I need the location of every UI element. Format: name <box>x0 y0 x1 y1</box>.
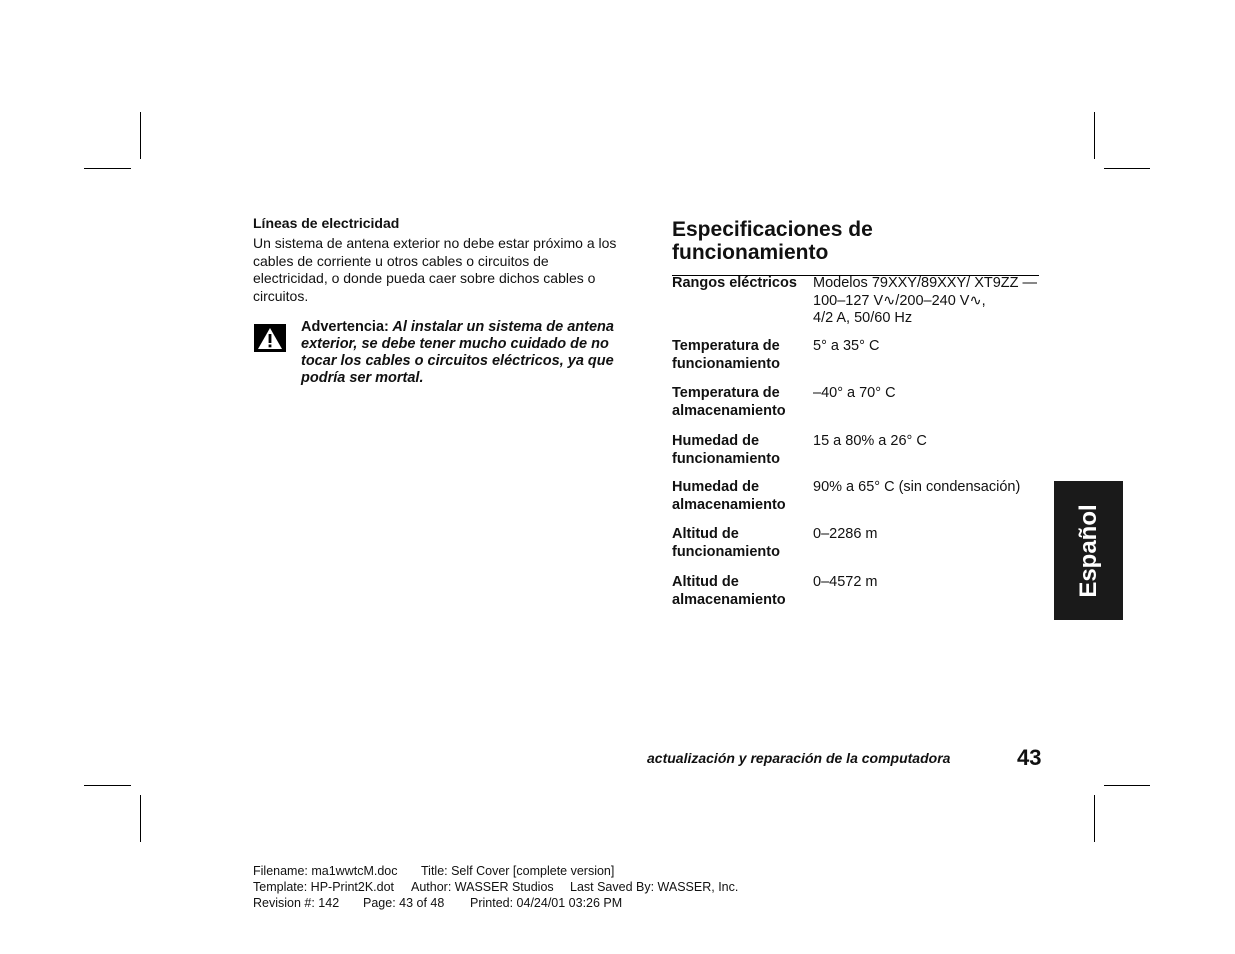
crop-mark <box>1094 112 1095 159</box>
meta-template: Template: HP-Print2K.dot <box>253 880 395 894</box>
page-title <box>672 218 1032 264</box>
spec-value-operating-altitude: 0–2286 m <box>813 526 878 542</box>
spec-label-operating-temperature: Temperatura de funcionamiento <box>672 338 780 372</box>
spec-value-storage-altitude: 0–4572 m <box>813 574 878 590</box>
spec-value-storage-humidity: 90% a 65° C (sin condensación) <box>813 479 1021 495</box>
spec-label-storage-temperature: Temperatura de almacenamiento <box>672 385 786 419</box>
warning-triangle-icon <box>254 324 286 352</box>
spec-label-electrical-ranges: Rangos eléctricos <box>672 275 797 291</box>
spec-label-storage-humidity: Humedad de almacenamiento <box>672 479 786 513</box>
page-title-line: funcionamiento <box>672 241 829 264</box>
page-title-line: Especificaciones de <box>672 218 873 241</box>
meta-filename: Filename: ma1wwtcM.doc <box>253 864 398 878</box>
spec-value-storage-temperature: –40° a 70° C <box>813 385 896 401</box>
crop-mark <box>1104 785 1150 786</box>
language-side-tab <box>1054 481 1123 620</box>
spec-value-electrical-ranges: Modelos 79XXY/89XXY/ XT9ZZ — 100–127 V∿/200–240 V∿, 4/2 A, 50/60 Hz <box>813 275 1038 326</box>
spec-label-storage-altitude: Altitud de almacenamiento <box>672 574 786 608</box>
warning-text: Al instalar un sistema de antena exterior, se debe tener mucho cuidado de no tocar los cables o circuitos eléctricos, ya que podría ser mortal. <box>301 319 614 386</box>
crop-mark <box>140 795 141 842</box>
crop-mark <box>84 168 131 169</box>
crop-mark <box>1094 795 1095 842</box>
page-number: 43 <box>1017 745 1042 770</box>
crop-mark <box>84 785 131 786</box>
meta-last-saved: Last Saved By: WASSER, Inc. <box>570 880 739 894</box>
crop-mark <box>1104 168 1150 169</box>
spec-label-operating-humidity: Humedad de funcionamiento <box>672 433 780 467</box>
meta-revision: Revision #: 142 <box>253 896 340 910</box>
warning-label: Advertencia: <box>301 319 389 335</box>
crop-mark <box>140 112 141 159</box>
meta-page: Page: 43 of 48 <box>363 896 445 910</box>
warning-note <box>301 319 621 387</box>
section-heading: Líneas de electricidad <box>253 215 400 231</box>
spec-value-operating-humidity: 15 a 80% a 26° C <box>813 433 927 449</box>
language-side-tab-label: Español <box>1074 503 1102 598</box>
meta-printed: Printed: 04/24/01 03:26 PM <box>470 896 623 910</box>
meta-title: Title: Self Cover [complete version] <box>421 864 615 878</box>
spec-value-operating-temperature: 5° a 35° C <box>813 338 880 354</box>
meta-author: Author: WASSER Studios <box>411 880 554 894</box>
section-paragraph: Un sistema de antena exterior no debe estar próximo a los cables de corriente u otros cables o circuitos de electricidad, o donde pueda caer sobre dichos cables o circuitos. <box>253 235 617 304</box>
chapter-footer: actualización y reparación de la computadora <box>647 750 951 766</box>
spec-label-operating-altitude: Altitud de funcionamiento <box>672 526 780 560</box>
